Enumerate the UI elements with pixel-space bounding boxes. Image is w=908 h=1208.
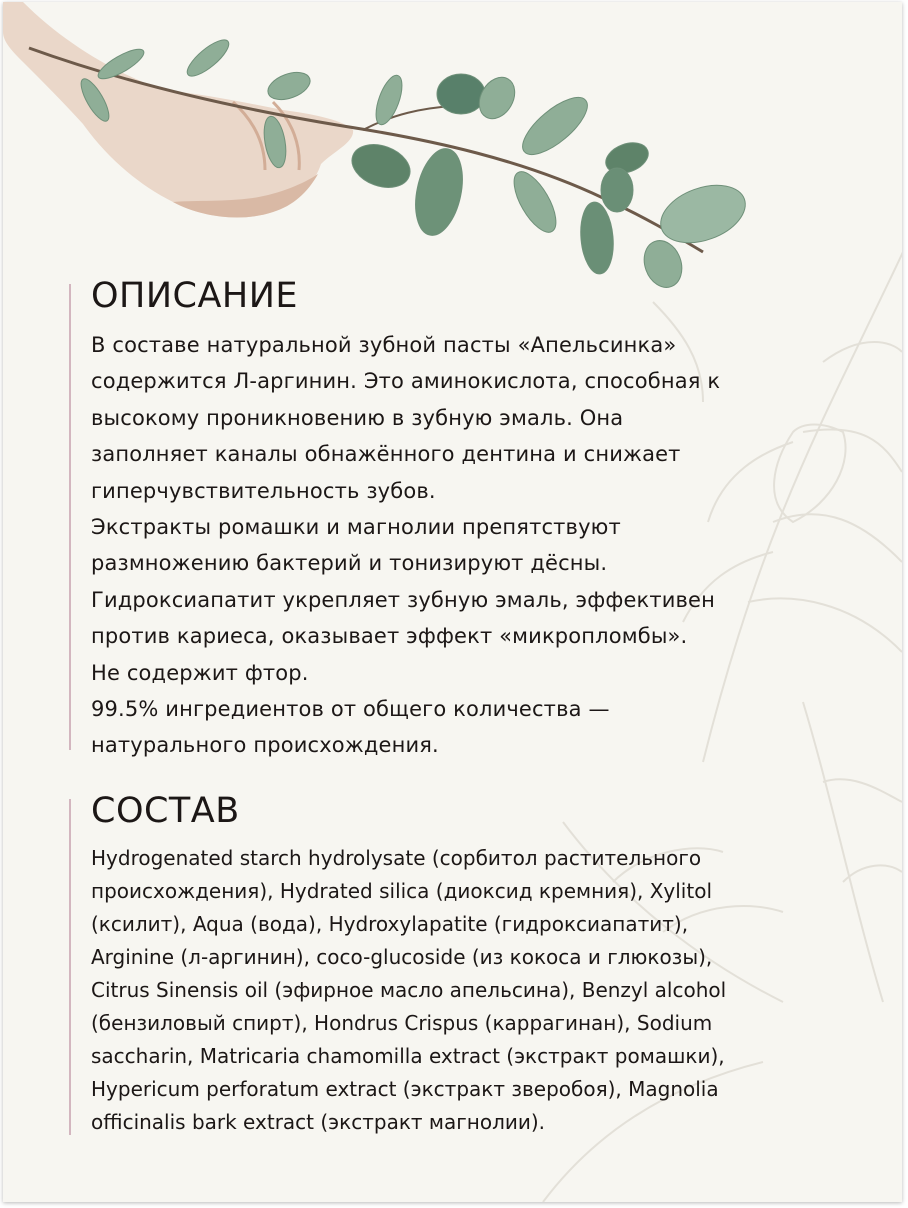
composition-line: Hydrogenated starch hydrolysate (сорбитол растительного	[91, 846, 702, 870]
composition-text	[91, 842, 726, 1139]
composition-line: officinalis bark extract (экстракт магнолии).	[91, 1110, 546, 1134]
description-line: против кариеса, оказывает эффект «микропломбы».	[91, 624, 688, 649]
composition-line: saccharin, Matricaria chamomilla extract (экстракт ромашки),	[91, 1044, 725, 1068]
composition-accent-bar	[69, 799, 71, 1135]
composition-line: Hypericum perforatum extract (экстракт зверобоя), Magnolia	[91, 1077, 719, 1101]
description-line: Экстракты ромашки и магнолии препятствуют	[91, 515, 621, 540]
composition-line: Arginine (л-аргинин), coco-glucoside (из кокоса и глюкозы),	[91, 945, 713, 969]
description-line: содержится Л-аргинин. Это аминокислота, способная к	[91, 369, 721, 394]
description-accent-bar	[69, 284, 71, 750]
description-line: заполняет каналы обнажённого дентина и снижает	[91, 442, 681, 467]
composition-heading: СОСТАВ	[91, 791, 240, 831]
description-heading: ОПИСАНИЕ	[91, 276, 299, 316]
composition-line: Citrus Sinensis oil (эфирное масло апельсина), Benzyl alcohol	[91, 978, 727, 1002]
description-line: гиперчувствительность зубов.	[91, 478, 436, 503]
description-line: размножению бактерий и тонизируют дёсны.	[91, 551, 608, 576]
description-line: В составе натуральной зубной пасты «Апельсинка»	[91, 333, 677, 357]
description-line: 99.5% ингредиентов от общего количества —	[91, 697, 610, 722]
product-info-card	[3, 2, 902, 1202]
description-line: натурального происхождения.	[91, 733, 439, 758]
description-section	[69, 274, 829, 758]
description-text	[91, 327, 720, 764]
description-line: Гидроксиапатит укрепляет зубную эмаль, эффективен	[91, 587, 715, 612]
description-line: Не содержит фтор.	[91, 660, 309, 685]
composition-section	[69, 789, 829, 1139]
description-line: высокому проникновению в зубную эмаль. Она	[91, 405, 624, 430]
composition-line: происхождения), Hydrated silica (диоксид кремния), Xylitol	[91, 879, 712, 903]
composition-line: (ксилит), Aqua (вода), Hydroxylapatite (гидроксиапатит),	[91, 912, 689, 936]
composition-line: (бензиловый спирт), Hondrus Crispus (каррагинан), Sodium	[91, 1011, 713, 1035]
